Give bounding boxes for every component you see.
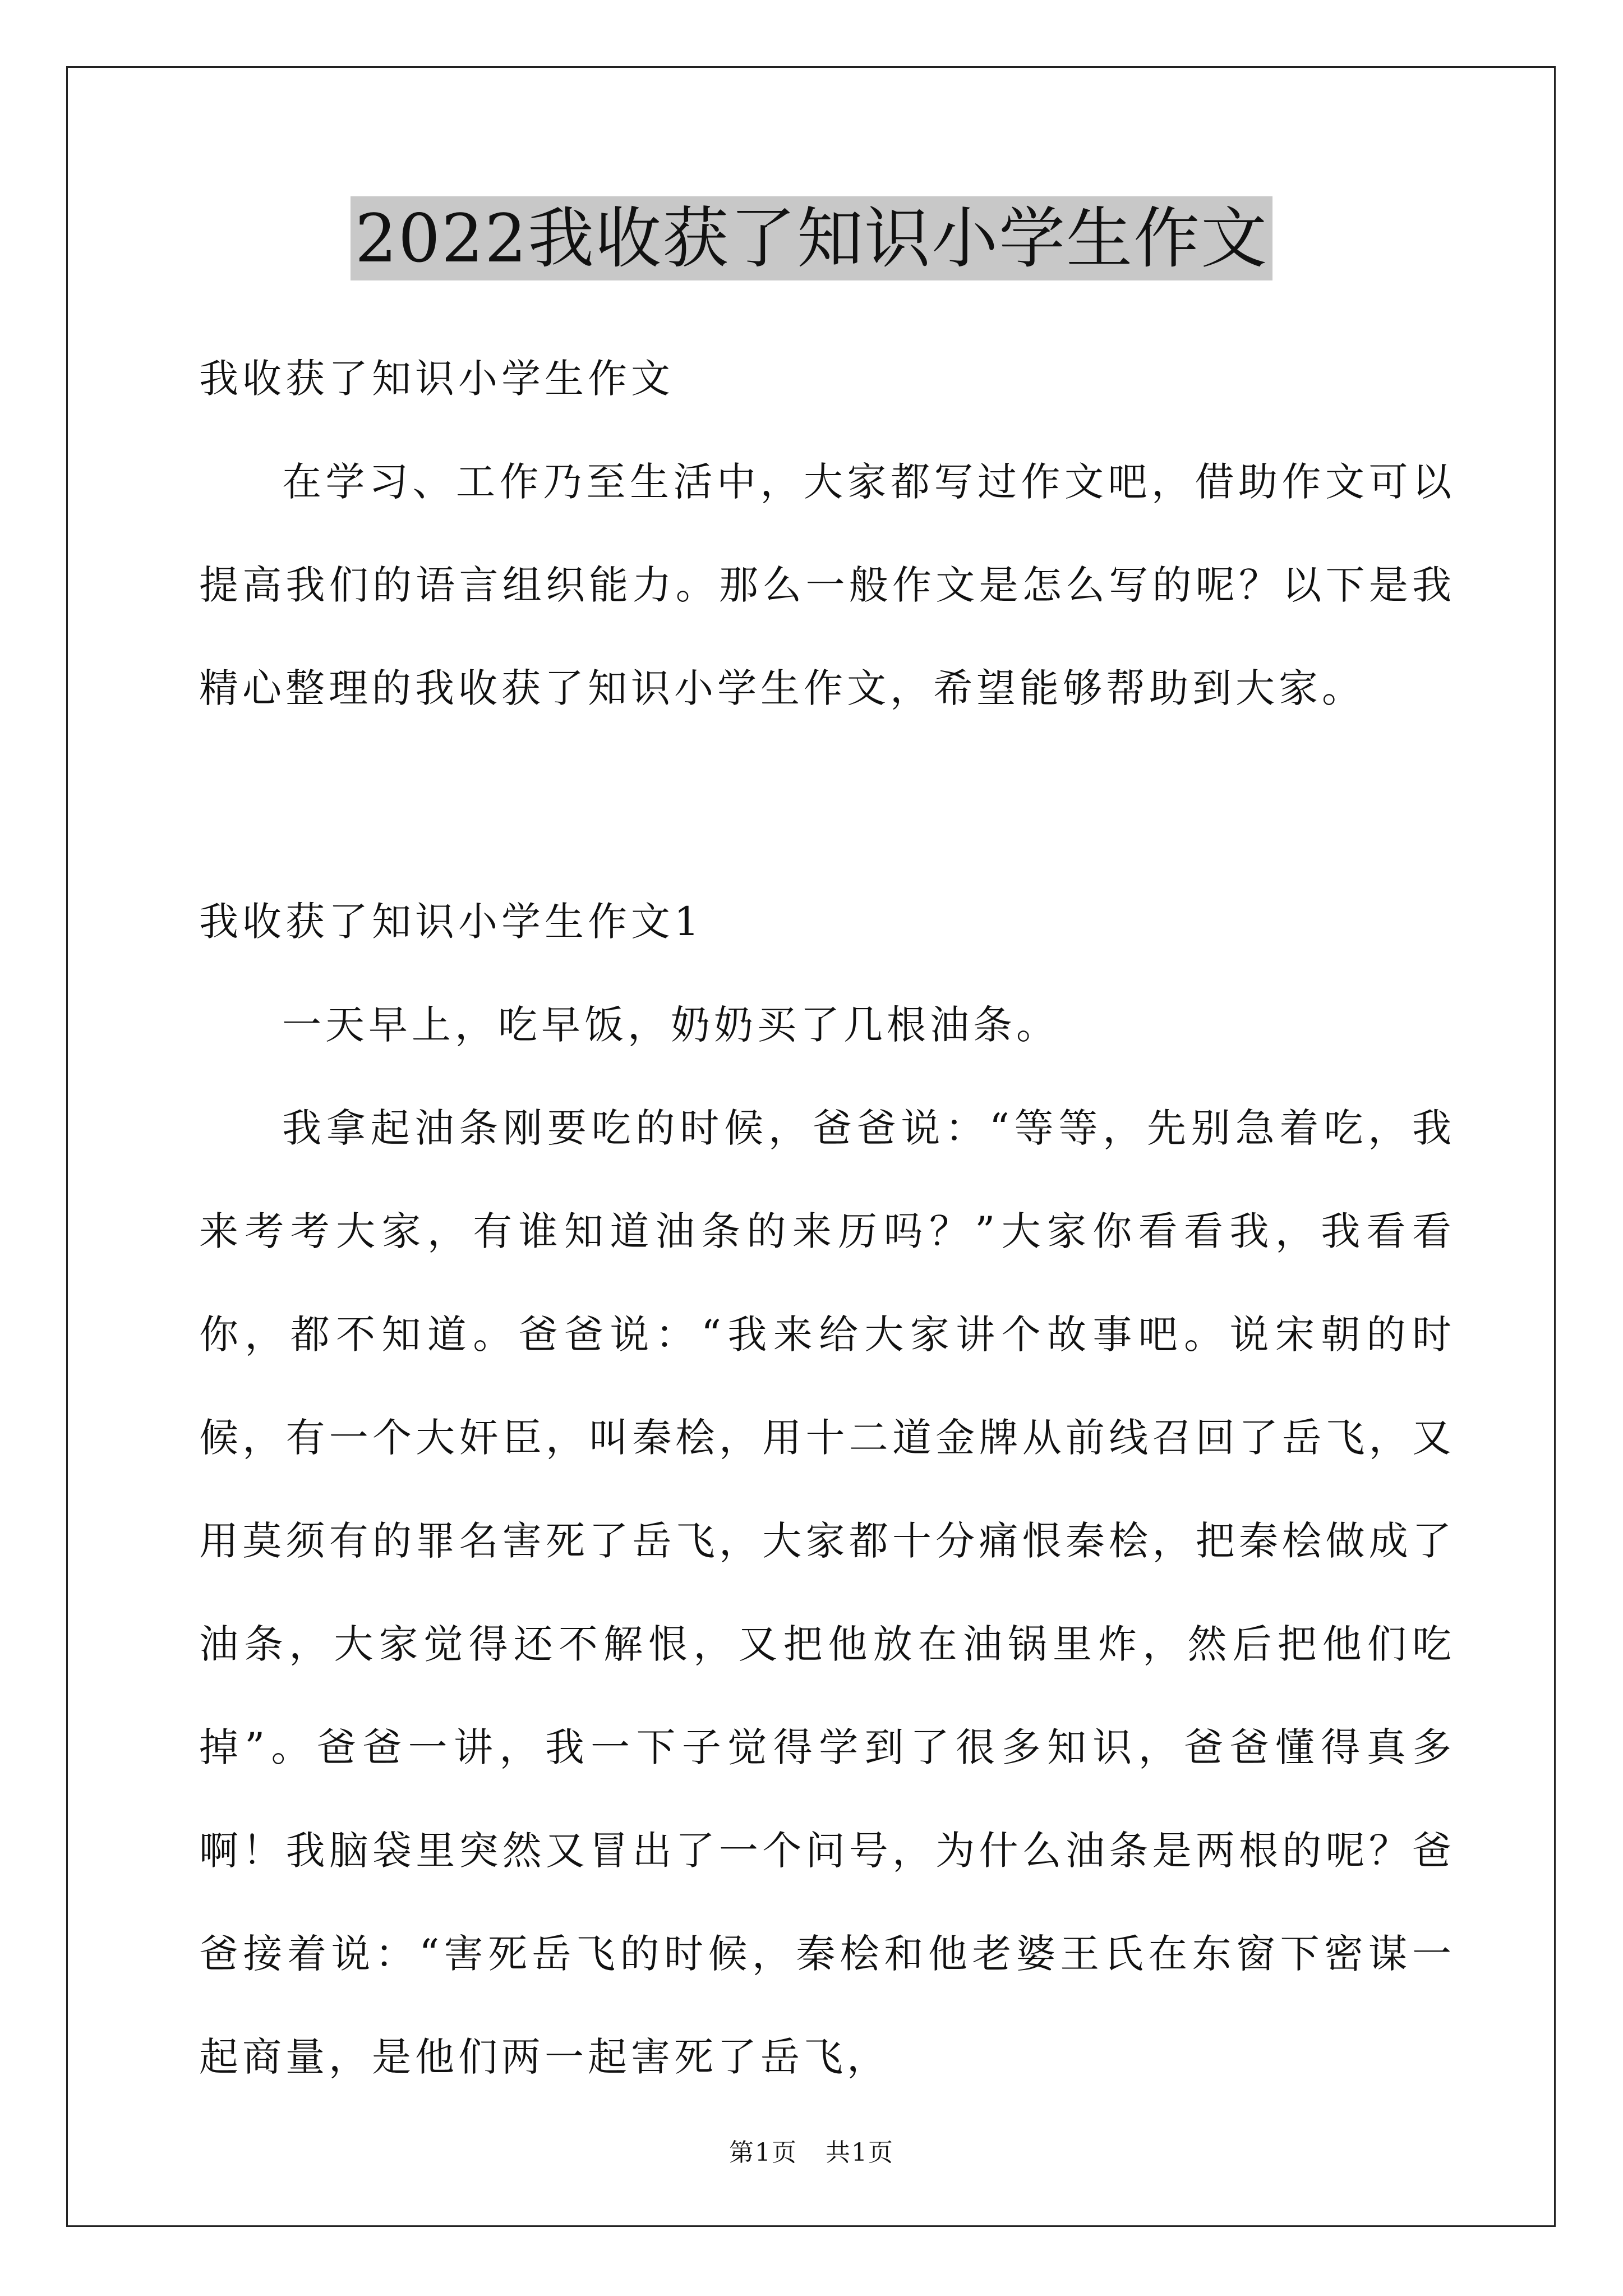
intro-paragraph: 在学习、工作乃至生活中，大家都写过作文吧，借助作文可以提高我们的语言组织能力。那么一般作文是怎么写的呢？以下是我精心整理的我收获了知识小学生作文，希望能够帮助到大家。 xyxy=(199,459,1455,711)
page-footer xyxy=(0,2136,1623,2170)
section-1-heading: 我收获了知识小学生作文1 xyxy=(199,899,703,945)
subtitle: 我收获了知识小学生作文 xyxy=(199,356,674,402)
document-title xyxy=(0,196,1623,280)
document-title-text: 2022我收获了知识小学生作文 xyxy=(351,196,1272,280)
page-number-total: 共1页 xyxy=(826,2138,894,2167)
page-number-current: 第1页 xyxy=(729,2138,797,2167)
section-1-paragraph-1: 一天早上，吃早饭，奶奶买了几根油条。 xyxy=(282,1002,1059,1048)
section-1-paragraph-2: 我拿起油条刚要吃的时候，爸爸说：“等等，先别急着吃，我来考考大家，有谁知道油条的来历吗？”大家你看看我，我看看你，都不知道。爸爸说：“我来给大家讲个故事吧。说宋朝的时候，有一个大奸臣，叫秦桧，用十二道金牌从前线召回了岳飞，又用莫须有的罪名害死了岳飞，大家都十分痛恨秦桧，把秦桧做成了油条，大家觉得还不解恨，又把他放在油锅里炸，然后把他们吃掉”。爸爸一讲，我一下子觉得学到了很多知识，爸爸懂得真多啊！我脑袋里突然又冒出了一个问号，为什么油条是两根的呢？爸爸接着说：“害死岳飞的时候，秦桧和他老婆王氏在东窗下密谋一起商量，是他们两一起害死了岳飞， xyxy=(199,1105,1455,2080)
